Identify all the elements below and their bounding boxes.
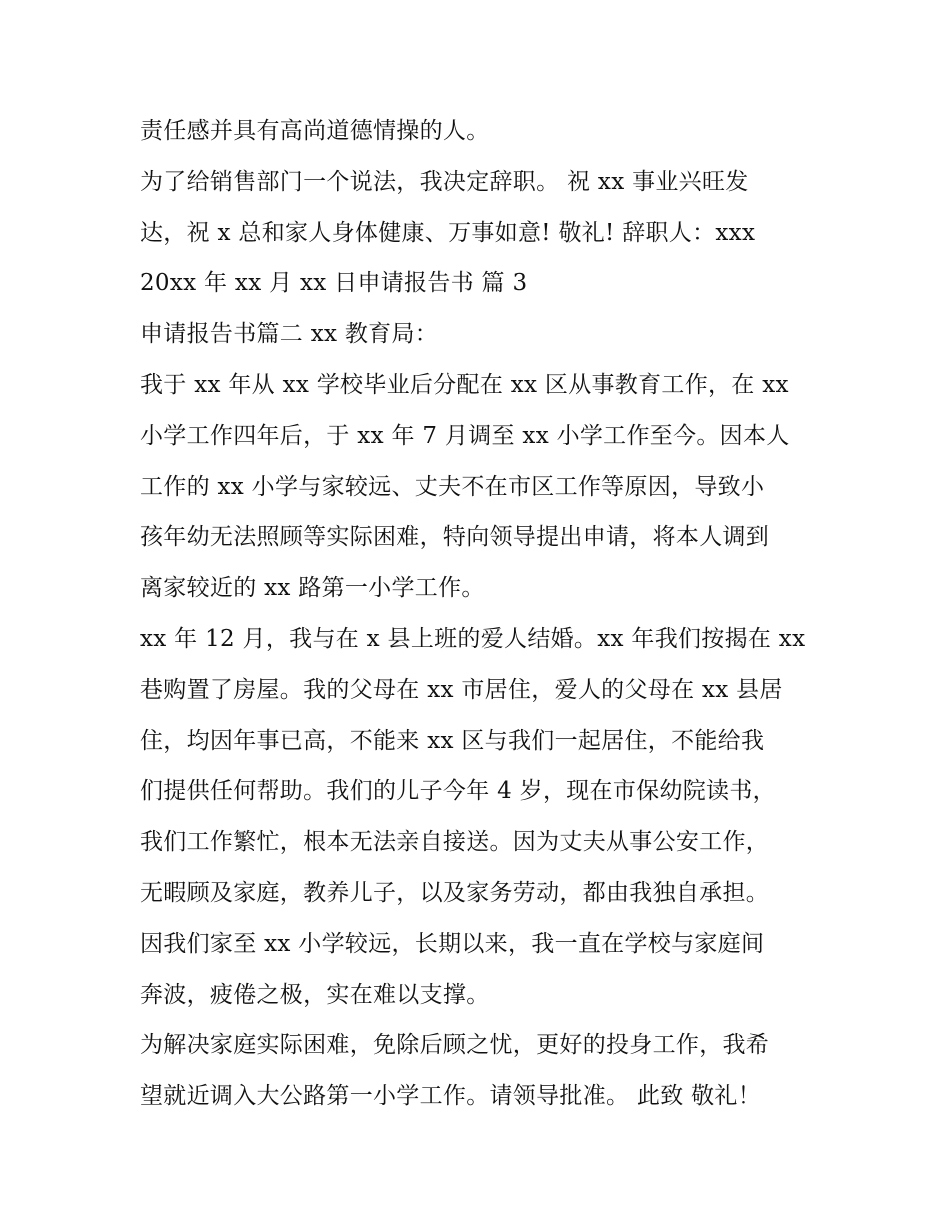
text-line: 申请报告书篇二 xx 教育局：	[140, 321, 439, 348]
text-line: 责任感并具有高尚道德情操的人。	[140, 118, 490, 144]
text-line: 为了给销售部门一个说法，我决定辞职。 祝 xx 事业兴旺发	[140, 168, 749, 195]
text-line: 达，祝 x 总和家人身体健康、万事如意! 敬礼! 辞职人：xxx	[140, 219, 756, 246]
document-body	[140, 106, 820, 1122]
text-line: 我于 xx 年从 xx 学校毕业后分配在 xx 区从事教育工作，在 xx	[140, 371, 789, 398]
text-line: 们提供任何帮助。我们的儿子今年 4 岁，现在市保幼院读书，	[140, 778, 776, 805]
text-line: 望就近调入大公路第一小学工作。请领导批准。 此致 敬礼！	[140, 1083, 762, 1110]
text-line: 住，均因年事已高，不能来 xx 区与我们一起居住，不能给我	[140, 727, 765, 754]
text-line: 20xx 年 xx 月 xx 日申请报告书 篇 3	[140, 270, 528, 297]
text-line: 小学工作四年后，于 xx 年 7 月调至 xx 小学工作至今。因本人	[140, 422, 790, 449]
text-line: 工作的 xx 小学与家较远、丈夫不在市区工作等原因，导致小	[140, 473, 765, 500]
text-line: 为解决家庭实际困难，免除后顾之忧，更好的投身工作，我希	[140, 1032, 770, 1059]
text-line: 因我们家至 xx 小学较远，长期以来，我一直在学校与家庭间	[140, 930, 765, 957]
text-line: 离家较近的 xx 路第一小学工作。	[140, 575, 485, 602]
text-line: 巷购置了房屋。我的父母在 xx 市居住，爱人的父母在 xx 县居	[140, 676, 783, 703]
text-line: 奔波，疲倦之极，实在难以支撑。	[140, 981, 490, 1008]
text-line: 无暇顾及家庭，教养儿子，以及家务劳动，都由我独自承担。	[140, 879, 770, 906]
text-line: 孩年幼无法照顾等实际困难，特向领导提出申请，将本人调到	[140, 524, 770, 551]
text-line: xx 年 12 月，我与在 x 县上班的爱人结婚。xx 年我们按揭在 xx	[140, 625, 806, 652]
text-line: 我们工作繁忙，根本无法亲自接送。因为丈夫从事公安工作，	[140, 829, 770, 856]
